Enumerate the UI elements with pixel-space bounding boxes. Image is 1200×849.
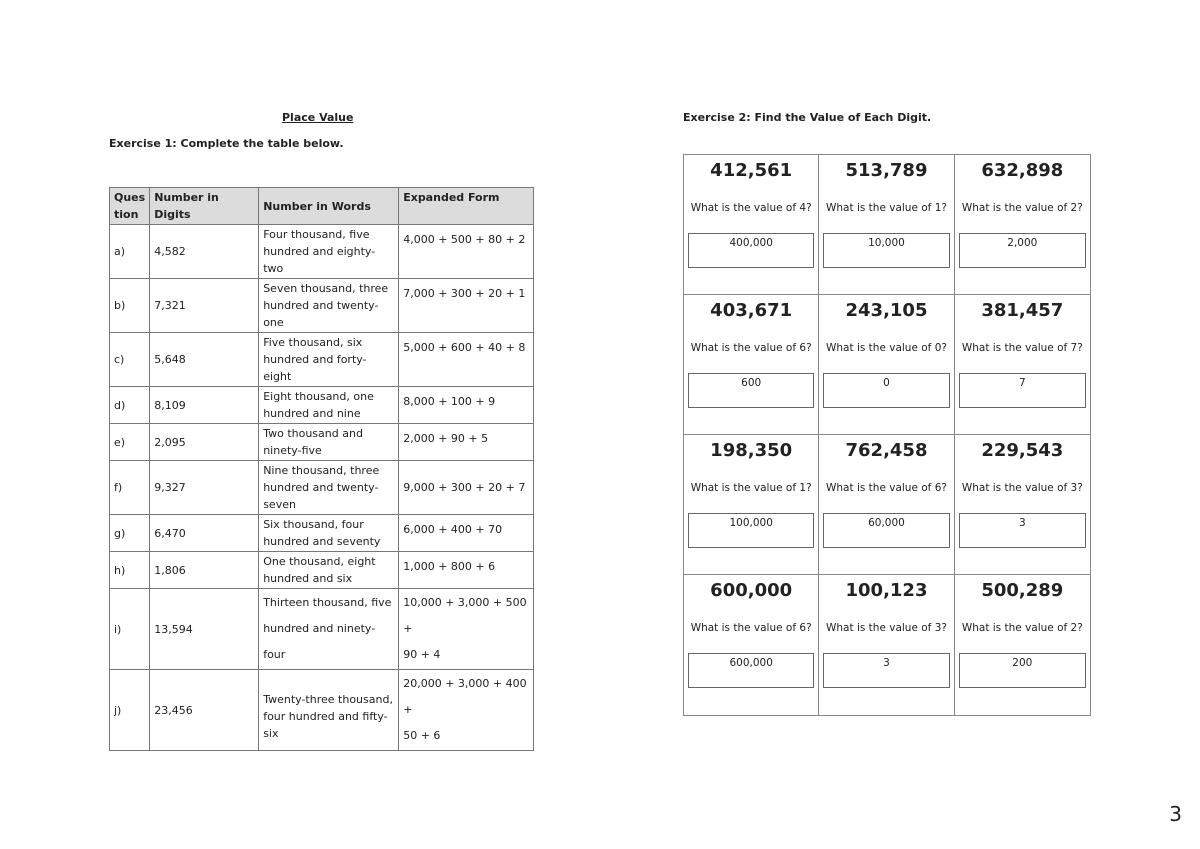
page-title: Place Value [282, 111, 354, 124]
table-row [110, 225, 534, 279]
card-number: 403,671 [710, 300, 793, 321]
digit-card [684, 295, 819, 435]
header-question: Ques tion [110, 188, 150, 225]
exercise1-table [109, 187, 534, 751]
row-words: Nine thousand, three hundred and twenty- seven [259, 461, 399, 515]
card-answer-box[interactable]: 600 [688, 373, 814, 408]
card-question: What is the value of 3? [826, 622, 947, 634]
row-question: j) [110, 670, 150, 751]
digit-card [955, 155, 1090, 295]
row-expanded: 8,000 + 100 + 9 [399, 387, 534, 424]
digit-card [955, 575, 1090, 715]
row-digits: 1,806 [150, 552, 259, 589]
digit-card [955, 295, 1090, 435]
row-words: Two thousand and ninety-five [259, 424, 399, 461]
card-answer-box[interactable]: 0 [823, 373, 949, 408]
exercise1-heading: Exercise 1: Complete the table below. [109, 137, 344, 150]
row-digits: 5,648 [150, 333, 259, 387]
card-answer-box[interactable]: 3 [823, 653, 949, 688]
header-expanded: Expanded Form [399, 188, 534, 225]
row-expanded: 6,000 + 400 + 70 [399, 515, 534, 552]
card-answer-box[interactable]: 200 [959, 653, 1086, 688]
card-number: 229,543 [981, 440, 1064, 461]
row-question: i) [110, 589, 150, 670]
card-question: What is the value of 7? [961, 342, 1083, 354]
card-number: 412,561 [710, 160, 793, 181]
table-row [110, 279, 534, 333]
card-question: What is the value of 2? [961, 202, 1083, 214]
row-expanded: 5,000 + 600 + 40 + 8 [399, 333, 534, 387]
card-question: What is the value of 0? [826, 342, 947, 354]
table-row [110, 552, 534, 589]
digit-card [684, 155, 819, 295]
card-number: 100,123 [845, 580, 928, 601]
row-digits: 23,456 [150, 670, 259, 751]
card-answer-box[interactable]: 2,000 [959, 233, 1086, 268]
row-expanded: 9,000 + 300 + 20 + 7 [399, 461, 534, 515]
card-answer-box[interactable]: 60,000 [823, 513, 949, 548]
row-question: c) [110, 333, 150, 387]
row-question: a) [110, 225, 150, 279]
digit-card [955, 435, 1090, 575]
row-words: Thirteen thousand, five hundred and ninety-four [259, 589, 399, 670]
digit-card [684, 575, 819, 715]
row-question: d) [110, 387, 150, 424]
header-digits: Number in Digits [150, 188, 259, 225]
digit-card [819, 435, 954, 575]
row-question: e) [110, 424, 150, 461]
digit-card [819, 295, 954, 435]
row-words: Twenty-three thousand, four hundred and fifty-six [259, 670, 399, 751]
card-number: 600,000 [710, 580, 793, 601]
card-question: What is the value of 2? [961, 622, 1083, 634]
table-row [110, 670, 534, 751]
row-digits: 9,327 [150, 461, 259, 515]
row-question: g) [110, 515, 150, 552]
row-digits: 6,470 [150, 515, 259, 552]
row-digits: 4,582 [150, 225, 259, 279]
table-header-row [110, 188, 534, 225]
row-digits: 7,321 [150, 279, 259, 333]
exercise2-grid [683, 154, 1091, 716]
row-expanded: 20,000 + 3,000 + 400 + 50 + 6 [399, 670, 534, 751]
table-row [110, 461, 534, 515]
digit-card [684, 435, 819, 575]
row-digits: 2,095 [150, 424, 259, 461]
card-answer-box[interactable]: 600,000 [688, 653, 814, 688]
card-answer-box[interactable]: 7 [959, 373, 1086, 408]
row-expanded: 1,000 + 800 + 6 [399, 552, 534, 589]
card-question: What is the value of 6? [690, 342, 812, 354]
exercise2-heading: Exercise 2: Find the Value of Each Digit. [683, 111, 932, 124]
card-question: What is the value of 1? [826, 202, 947, 214]
row-words: Six thousand, four hundred and seventy [259, 515, 399, 552]
table-row [110, 515, 534, 552]
row-expanded: 7,000 + 300 + 20 + 1 [399, 279, 534, 333]
card-answer-box[interactable]: 3 [959, 513, 1086, 548]
page-number: 3 [1169, 802, 1182, 826]
table-row [110, 333, 534, 387]
card-question: What is the value of 6? [826, 482, 947, 494]
digit-card [819, 155, 954, 295]
row-expanded: 4,000 + 500 + 80 + 2 [399, 225, 534, 279]
card-number: 198,350 [710, 440, 793, 461]
row-question: h) [110, 552, 150, 589]
table-row [110, 589, 534, 670]
card-number: 243,105 [845, 300, 928, 321]
card-question: What is the value of 3? [961, 482, 1083, 494]
card-number: 500,289 [981, 580, 1064, 601]
table-row [110, 387, 534, 424]
card-question: What is the value of 4? [690, 202, 812, 214]
card-number: 762,458 [845, 440, 928, 461]
card-question: What is the value of 1? [690, 482, 812, 494]
row-question: f) [110, 461, 150, 515]
header-words: Number in Words [259, 188, 399, 225]
card-number: 381,457 [981, 300, 1064, 321]
card-answer-box[interactable]: 10,000 [823, 233, 949, 268]
row-words: Seven thousand, three hundred and twenty-one [259, 279, 399, 333]
card-number: 513,789 [845, 160, 928, 181]
digit-card [819, 575, 954, 715]
card-answer-box[interactable]: 400,000 [688, 233, 814, 268]
row-words: Eight thousand, one hundred and nine [259, 387, 399, 424]
row-expanded: 2,000 + 90 + 5 [399, 424, 534, 461]
row-words: Five thousand, six hundred and forty-eight [259, 333, 399, 387]
row-digits: 13,594 [150, 589, 259, 670]
row-words: Four thousand, five hundred and eighty-two [259, 225, 399, 279]
row-digits: 8,109 [150, 387, 259, 424]
card-answer-box[interactable]: 100,000 [688, 513, 814, 548]
table-row [110, 424, 534, 461]
row-question: b) [110, 279, 150, 333]
row-expanded: 10,000 + 3,000 + 500 + 90 + 4 [399, 589, 534, 670]
card-question: What is the value of 6? [690, 622, 812, 634]
card-number: 632,898 [981, 160, 1064, 181]
row-words: One thousand, eight hundred and six [259, 552, 399, 589]
